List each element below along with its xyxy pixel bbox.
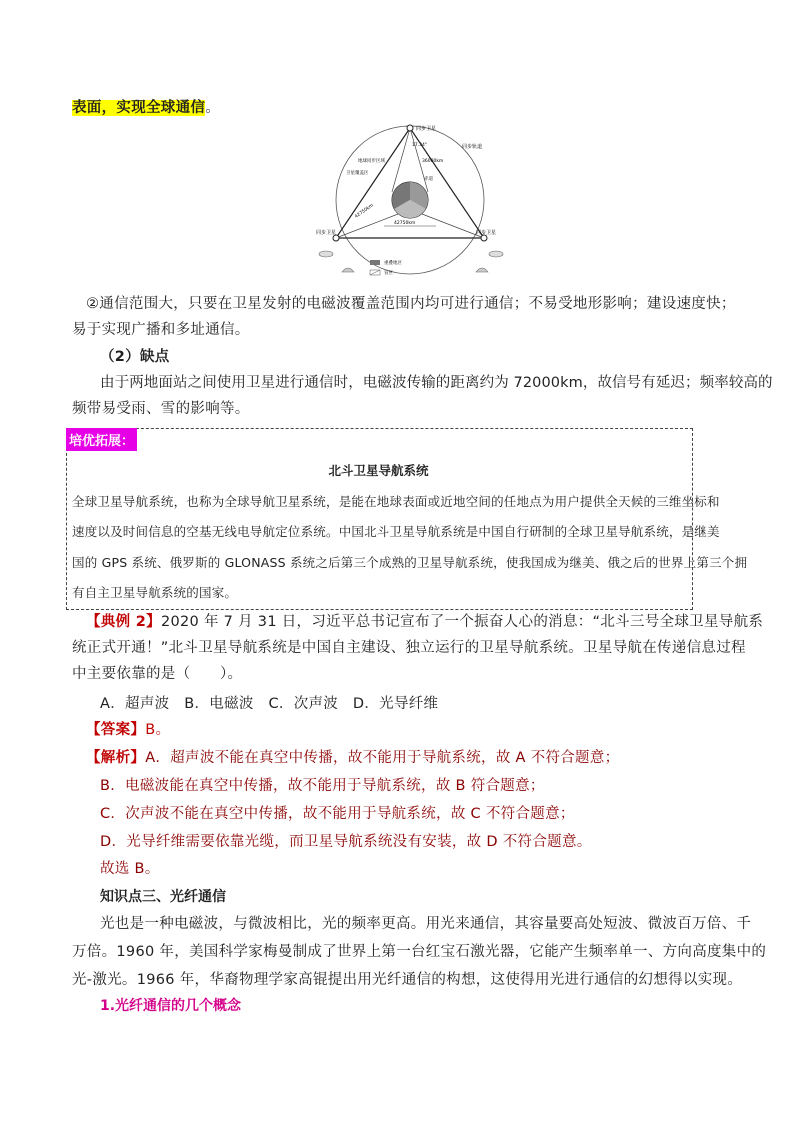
label-equator: 赤道 <box>424 177 433 182</box>
advantage-line-1: ②通信范围大，只要在卫星发射的电磁波覆盖范围内均可进行通信；不易受地形影响；建设速度快； <box>86 296 736 312</box>
ground-station-icon <box>319 251 333 257</box>
label-sat-left: 同步卫星 <box>316 230 337 236</box>
disadvantage-line-2: 频带易受雨、雪的影响等。 <box>72 401 250 417</box>
extension-title: 北斗卫星导航系统 <box>328 463 429 478</box>
dish-antenna-icon <box>342 268 354 272</box>
example-line-2: 统正式开通！”北斗卫星导航系统是中国自主建设、独立运行的卫星导航系统。卫星导航在传递信息过程 <box>72 640 746 656</box>
label-distance-left: 42750km <box>354 203 375 220</box>
extension-line: 速度以及时间信息的空基无线电导航定位系统。中国北斗卫星导航系统是中国自行研制的全球卫星导航系统，是继美 <box>72 524 720 539</box>
analysis-a: A．超声波不能在真空中传播，故不能用于导航系统，故 A 不符合题意； <box>145 750 620 766</box>
satellite-top-icon <box>407 125 413 131</box>
dish-antenna-icon <box>476 268 488 272</box>
analysis-conclusion: 故选 B。 <box>100 861 160 877</box>
answer-value: B。 <box>145 722 171 738</box>
label-angle: 17.34° <box>412 143 428 148</box>
legend-label-overlap: 重叠地区 <box>384 261 402 266</box>
label-sat-right: 同步卫星 <box>476 230 497 236</box>
analysis-line-a <box>86 746 619 767</box>
legend-label-blind: 盲区 <box>384 271 393 276</box>
label-sat-top: 同步卫星 <box>416 126 437 132</box>
extension-line: 全球卫星导航系统，也称为全球导航卫星系统，是能在地球表面或近地空间的任地点为用户提供全天候的三维坐标和 <box>72 494 720 509</box>
example-options: A．超声波 B．电磁波 C．次声波 D．光导纤维 <box>100 696 439 712</box>
analysis-d: D．光导纤维需要依靠光缆，而卫星导航系统没有安装，故 D 不符合题意。 <box>100 834 592 850</box>
extension-line: 国的 GPS 系统、俄罗斯的 GLONASS 系统之后第三个成熟的卫星导航系统，使我国成为继美、俄之后的世界上第三个拥 <box>72 555 748 570</box>
analysis-c: C．次声波不能在真空中传播，故不能用于导航系统，故 C 不符合题意； <box>100 806 575 822</box>
disadvantage-line-1: 由于两地面站之间使用卫星进行通信时，电磁波传输的距离约为 72000km，故信号有延迟；频率较高的 <box>100 375 773 391</box>
example-line-1 <box>86 610 763 631</box>
ground-station-icon <box>489 251 503 257</box>
section3-line-1: 光也是一种电磁波，与微波相比，光的频率更高。用光来通信，其容量要高处短波、微波百万倍、千 <box>100 916 752 932</box>
section3-heading: 知识点三、光纤通信 <box>100 889 226 905</box>
intro-period: 。 <box>205 100 221 116</box>
intro-line <box>72 96 220 117</box>
advantage-line-2: 易于实现广播和多址通信。 <box>72 322 250 338</box>
analysis-b: B．电磁波能在真空中传播，故不能用于导航系统，故 B 符合题意； <box>100 778 545 794</box>
section3-line-3: 光-激光。1966 年，华裔物理学家高锟提出用光纤通信的构想，这使得用光进行通信的幻想得以实现。 <box>72 972 743 988</box>
extension-line: 有自主卫星导航系统的国家。 <box>72 585 238 600</box>
satellite-communication-diagram <box>312 122 508 282</box>
intro-highlight: 表面，实现全球通信 <box>72 100 206 116</box>
legend-swatch-overlap <box>370 260 380 265</box>
answer-label: 【答案】 <box>86 722 146 738</box>
example-label: 【典例 2】 <box>86 614 161 630</box>
answer-line <box>86 718 170 739</box>
extension-tag: 培优拓展： <box>66 428 137 451</box>
section3-subheading: 1.光纤通信的几个概念 <box>100 998 242 1014</box>
label-earth-region: 地球同步区域 <box>358 159 385 164</box>
label-distance-vertical: 36000km <box>422 159 444 164</box>
label-cover-left: 卫星覆盖区 <box>346 171 369 176</box>
section3-line-2: 万倍。1960 年，美国科学家梅曼制成了世界上第一台红宝石激光器，它能产生频率单一、方向高度集中的 <box>72 944 767 960</box>
analysis-label: 【解析】 <box>86 750 146 766</box>
label-distance-base: 42750km <box>394 221 416 226</box>
disadvantage-heading: （2）缺点 <box>100 349 170 365</box>
example-line-3: 中主要依靠的是（ ）。 <box>72 666 243 682</box>
example-text-1: 2020 年 7 月 31 日，习近平总书记宣布了一个振奋人心的消息：“北斗三号全球卫星导航系 <box>160 614 764 630</box>
label-orbit: 同步轨道 <box>462 144 483 150</box>
